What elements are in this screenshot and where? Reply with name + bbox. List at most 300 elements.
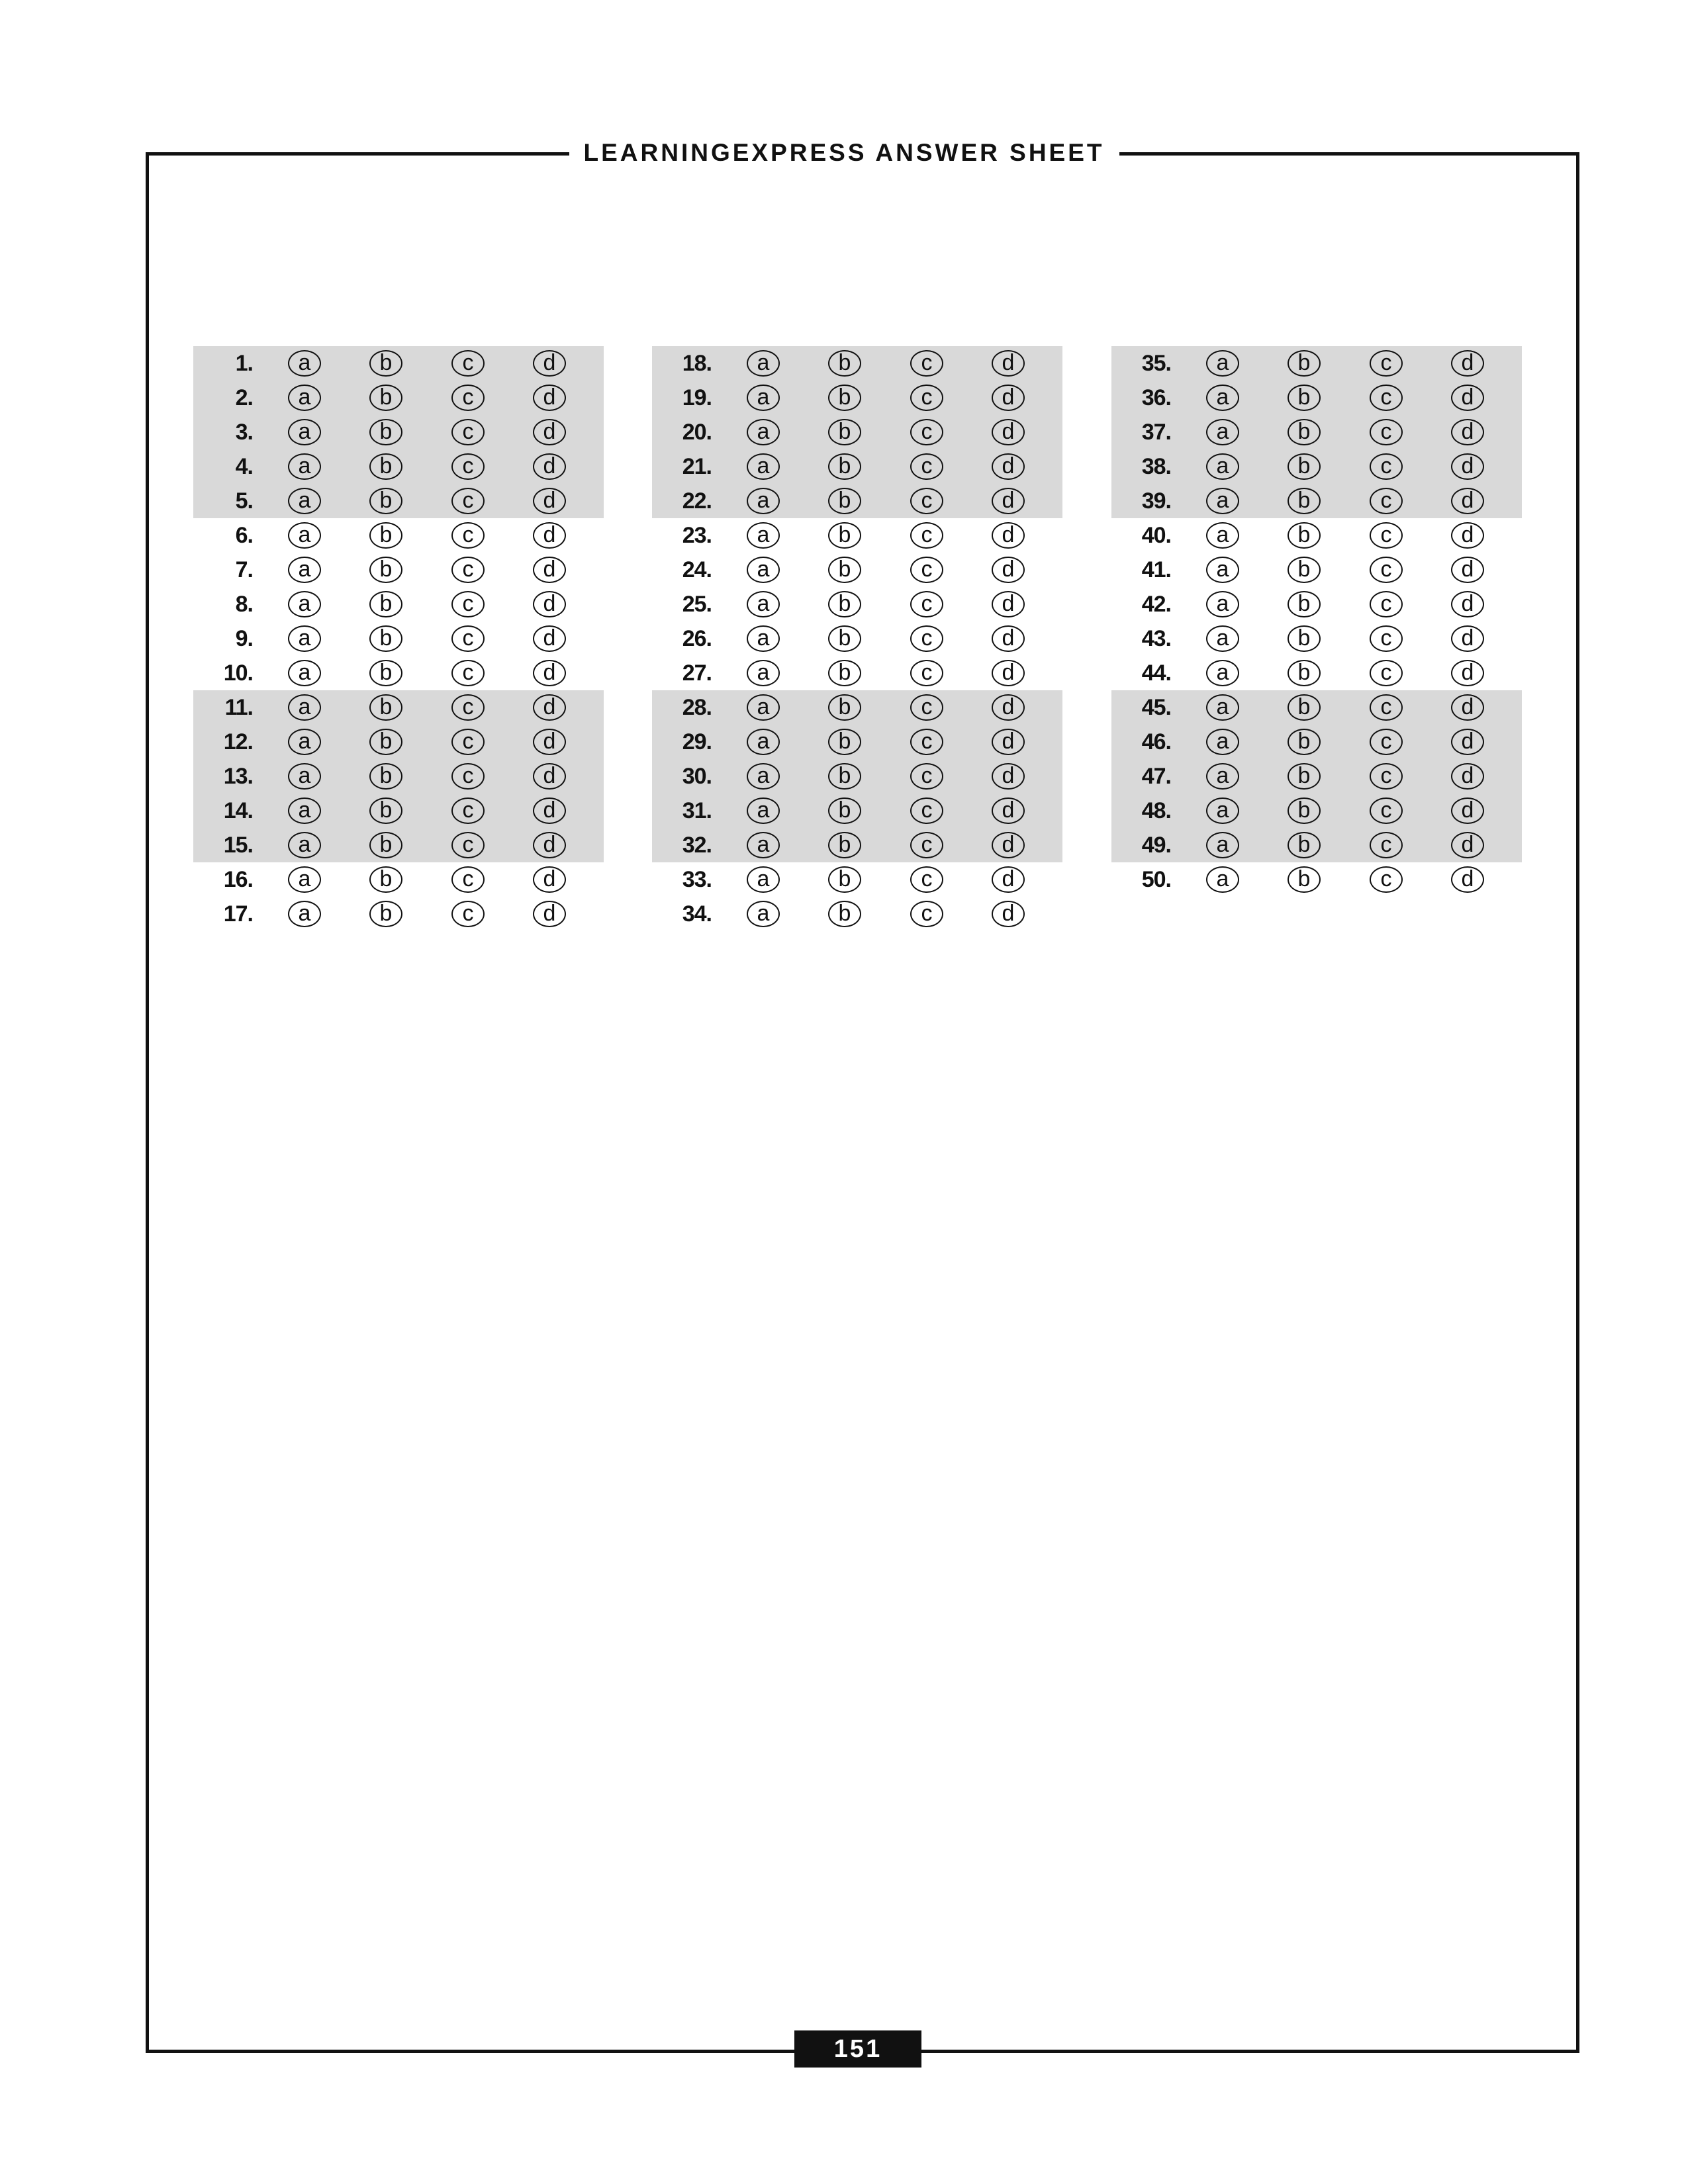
answer-bubble-d[interactable]: d xyxy=(992,522,1025,549)
question-row xyxy=(652,862,1062,897)
answer-bubble-b[interactable]: b xyxy=(1288,763,1321,790)
question-row xyxy=(1111,690,1522,725)
question-row xyxy=(652,656,1062,690)
answer-bubble-c[interactable]: c xyxy=(451,453,485,480)
answer-bubble-d[interactable]: d xyxy=(1451,832,1484,858)
answer-bubble-a[interactable]: a xyxy=(288,557,321,583)
question-number: 37. xyxy=(1141,420,1171,445)
answer-bubble-b[interactable]: b xyxy=(828,419,861,445)
question-row xyxy=(193,621,604,656)
question-row xyxy=(1111,415,1522,449)
answer-bubble-d[interactable]: d xyxy=(533,694,566,721)
answer-bubble-b[interactable]: b xyxy=(828,350,861,377)
answer-bubble-c[interactable]: c xyxy=(451,385,485,411)
answer-bubble-a[interactable]: a xyxy=(1206,419,1239,445)
answer-bubble-b[interactable]: b xyxy=(1288,453,1321,480)
answer-bubble-b[interactable]: b xyxy=(1288,832,1321,858)
question-number: 32. xyxy=(682,833,712,858)
question-number: 26. xyxy=(682,626,712,651)
answer-bubble-d[interactable]: d xyxy=(992,350,1025,377)
answer-bubble-d[interactable]: d xyxy=(533,901,566,927)
answer-bubble-d[interactable]: d xyxy=(1451,866,1484,893)
question-number: 47. xyxy=(1141,764,1171,789)
answer-bubble-b[interactable]: b xyxy=(369,729,402,755)
answer-bubble-d[interactable]: d xyxy=(1451,694,1484,721)
answer-bubble-d[interactable]: d xyxy=(533,591,566,617)
answer-bubble-d[interactable]: d xyxy=(533,385,566,411)
question-row xyxy=(193,346,604,381)
answer-bubble-a[interactable]: a xyxy=(288,901,321,927)
answer-bubble-a[interactable]: a xyxy=(288,522,321,549)
answer-column-3 xyxy=(1111,346,1522,897)
question-row xyxy=(1111,449,1522,484)
answer-bubble-d[interactable]: d xyxy=(533,797,566,824)
question-row xyxy=(1111,381,1522,415)
answer-bubble-a[interactable]: a xyxy=(288,832,321,858)
answer-bubble-b[interactable]: b xyxy=(828,694,861,721)
answer-bubble-c[interactable]: c xyxy=(910,832,943,858)
question-number: 42. xyxy=(1141,592,1171,617)
page-title: LEARNINGEXPRESS ANSWER SHEET xyxy=(569,136,1119,169)
answer-bubble-b[interactable]: b xyxy=(369,453,402,480)
answer-bubble-a[interactable]: a xyxy=(747,901,780,927)
question-number: 46. xyxy=(1141,729,1171,754)
question-number: 22. xyxy=(682,488,712,514)
answer-bubble-c[interactable]: c xyxy=(1370,729,1403,755)
question-row xyxy=(652,587,1062,621)
answer-bubble-a[interactable]: a xyxy=(1206,694,1239,721)
answer-bubble-d[interactable]: d xyxy=(992,763,1025,790)
answer-bubble-a[interactable]: a xyxy=(1206,660,1239,686)
question-row xyxy=(1111,553,1522,587)
question-row xyxy=(1111,759,1522,794)
answer-bubble-a[interactable]: a xyxy=(1206,557,1239,583)
answer-bubble-d[interactable]: d xyxy=(533,625,566,652)
answer-bubble-b[interactable]: b xyxy=(1288,591,1321,617)
answer-bubble-a[interactable]: a xyxy=(747,763,780,790)
question-number: 6. xyxy=(235,523,253,548)
answer-bubble-a[interactable]: a xyxy=(747,419,780,445)
answer-bubble-b[interactable]: b xyxy=(828,522,861,549)
answer-bubble-c[interactable]: c xyxy=(451,557,485,583)
question-row xyxy=(193,484,604,518)
question-row xyxy=(1111,828,1522,862)
answer-bubble-d[interactable]: d xyxy=(1451,488,1484,514)
answer-bubble-d[interactable]: d xyxy=(992,591,1025,617)
answer-bubble-c[interactable]: c xyxy=(451,660,485,686)
answer-bubble-b[interactable]: b xyxy=(369,797,402,824)
question-number: 2. xyxy=(235,385,253,410)
question-row xyxy=(193,553,604,587)
answer-bubble-b[interactable]: b xyxy=(369,522,402,549)
answer-bubble-b[interactable]: b xyxy=(828,763,861,790)
answer-bubble-d[interactable]: d xyxy=(1451,797,1484,824)
question-row xyxy=(1111,621,1522,656)
answer-bubble-c[interactable]: c xyxy=(451,763,485,790)
answer-bubble-b[interactable]: b xyxy=(828,453,861,480)
answer-bubble-d[interactable]: d xyxy=(533,660,566,686)
question-number: 34. xyxy=(682,901,712,927)
question-row xyxy=(193,656,604,690)
question-number: 3. xyxy=(235,420,253,445)
answer-bubble-b[interactable]: b xyxy=(1288,729,1321,755)
question-number: 12. xyxy=(223,729,253,754)
answer-bubble-b[interactable]: b xyxy=(369,763,402,790)
question-row xyxy=(652,484,1062,518)
question-number: 48. xyxy=(1141,798,1171,823)
answer-bubble-c[interactable]: c xyxy=(1370,488,1403,514)
question-row xyxy=(652,415,1062,449)
page-number: 151 xyxy=(794,2030,921,2068)
answer-bubble-a[interactable]: a xyxy=(747,591,780,617)
question-row xyxy=(193,828,604,862)
answer-bubble-c[interactable]: c xyxy=(451,729,485,755)
answer-bubble-b[interactable]: b xyxy=(1288,625,1321,652)
answer-bubble-a[interactable]: a xyxy=(1206,797,1239,824)
answer-bubble-a[interactable]: a xyxy=(1206,453,1239,480)
answer-bubble-c[interactable]: c xyxy=(910,901,943,927)
answer-bubble-c[interactable]: c xyxy=(910,694,943,721)
answer-bubble-a[interactable]: a xyxy=(288,797,321,824)
answer-bubble-a[interactable]: a xyxy=(288,625,321,652)
answer-bubble-a[interactable]: a xyxy=(288,453,321,480)
answer-bubble-b[interactable]: b xyxy=(1288,660,1321,686)
answer-bubble-c[interactable]: c xyxy=(1370,419,1403,445)
answer-bubble-d[interactable]: d xyxy=(992,901,1025,927)
answer-bubble-a[interactable]: a xyxy=(288,419,321,445)
answer-bubble-c[interactable]: c xyxy=(451,419,485,445)
question-number: 28. xyxy=(682,695,712,720)
question-row xyxy=(193,449,604,484)
question-number: 13. xyxy=(223,764,253,789)
answer-bubble-d[interactable]: d xyxy=(992,866,1025,893)
answer-bubble-b[interactable]: b xyxy=(1288,866,1321,893)
answer-bubble-c[interactable]: c xyxy=(1370,453,1403,480)
question-number: 30. xyxy=(682,764,712,789)
answer-bubble-c[interactable]: c xyxy=(910,453,943,480)
answer-bubble-b[interactable]: b xyxy=(828,901,861,927)
question-row xyxy=(652,553,1062,587)
answer-bubble-b[interactable]: b xyxy=(1288,419,1321,445)
answer-bubble-b[interactable]: b xyxy=(369,385,402,411)
question-row xyxy=(193,415,604,449)
answer-bubble-b[interactable]: b xyxy=(1288,522,1321,549)
answer-bubble-d[interactable]: d xyxy=(533,763,566,790)
answer-bubble-c[interactable]: c xyxy=(1370,591,1403,617)
answer-bubble-d[interactable]: d xyxy=(1451,591,1484,617)
answer-grid xyxy=(0,346,1688,942)
question-row xyxy=(193,381,604,415)
question-row xyxy=(652,828,1062,862)
answer-bubble-a[interactable]: a xyxy=(288,591,321,617)
question-number: 31. xyxy=(682,798,712,823)
answer-bubble-c[interactable]: c xyxy=(1370,522,1403,549)
answer-bubble-a[interactable]: a xyxy=(1206,763,1239,790)
question-row xyxy=(1111,862,1522,897)
answer-bubble-c[interactable]: c xyxy=(910,591,943,617)
question-number: 19. xyxy=(682,385,712,410)
question-number: 15. xyxy=(223,833,253,858)
question-number: 17. xyxy=(223,901,253,927)
question-number: 7. xyxy=(235,557,253,582)
answer-bubble-c[interactable]: c xyxy=(451,901,485,927)
question-number: 49. xyxy=(1141,833,1171,858)
answer-bubble-d[interactable]: d xyxy=(533,832,566,858)
answer-bubble-b[interactable]: b xyxy=(369,419,402,445)
answer-bubble-c[interactable]: c xyxy=(1370,797,1403,824)
answer-bubble-d[interactable]: d xyxy=(992,453,1025,480)
answer-bubble-b[interactable]: b xyxy=(828,832,861,858)
answer-bubble-a[interactable]: a xyxy=(1206,488,1239,514)
question-row xyxy=(193,862,604,897)
question-number: 39. xyxy=(1141,488,1171,514)
answer-bubble-b[interactable]: b xyxy=(1288,797,1321,824)
answer-bubble-b[interactable]: b xyxy=(1288,694,1321,721)
answer-bubble-a[interactable]: a xyxy=(747,625,780,652)
answer-bubble-c[interactable]: c xyxy=(451,522,485,549)
answer-bubble-d[interactable]: d xyxy=(1451,729,1484,755)
answer-bubble-a[interactable]: a xyxy=(1206,729,1239,755)
question-row xyxy=(652,381,1062,415)
answer-bubble-b[interactable]: b xyxy=(1288,557,1321,583)
answer-bubble-c[interactable]: c xyxy=(451,625,485,652)
answer-bubble-d[interactable]: d xyxy=(992,625,1025,652)
answer-bubble-b[interactable]: b xyxy=(828,591,861,617)
answer-bubble-c[interactable]: c xyxy=(910,488,943,514)
answer-bubble-b[interactable]: b xyxy=(369,832,402,858)
answer-bubble-d[interactable]: d xyxy=(533,866,566,893)
answer-bubble-b[interactable]: b xyxy=(828,625,861,652)
answer-bubble-c[interactable]: c xyxy=(1370,694,1403,721)
answer-bubble-c[interactable]: c xyxy=(451,832,485,858)
question-number: 29. xyxy=(682,729,712,754)
question-row xyxy=(193,725,604,759)
question-row xyxy=(193,518,604,553)
answer-bubble-b[interactable]: b xyxy=(369,901,402,927)
question-row xyxy=(652,690,1062,725)
answer-bubble-d[interactable]: d xyxy=(533,419,566,445)
question-row xyxy=(193,587,604,621)
answer-bubble-a[interactable]: a xyxy=(1206,866,1239,893)
answer-bubble-b[interactable]: b xyxy=(369,591,402,617)
answer-bubble-a[interactable]: a xyxy=(288,660,321,686)
answer-bubble-a[interactable]: a xyxy=(288,729,321,755)
question-row xyxy=(1111,587,1522,621)
answer-bubble-a[interactable]: a xyxy=(1206,625,1239,652)
answer-bubble-d[interactable]: d xyxy=(1451,625,1484,652)
answer-bubble-a[interactable]: a xyxy=(747,797,780,824)
answer-bubble-a[interactable]: a xyxy=(288,763,321,790)
question-row xyxy=(1111,725,1522,759)
answer-bubble-a[interactable]: a xyxy=(288,694,321,721)
answer-bubble-c[interactable]: c xyxy=(910,797,943,824)
answer-bubble-d[interactable]: d xyxy=(992,385,1025,411)
answer-bubble-a[interactable]: a xyxy=(747,350,780,377)
answer-bubble-a[interactable]: a xyxy=(747,660,780,686)
answer-bubble-d[interactable]: d xyxy=(992,488,1025,514)
answer-bubble-d[interactable]: d xyxy=(1451,557,1484,583)
question-number: 23. xyxy=(682,523,712,548)
answer-bubble-a[interactable]: a xyxy=(747,488,780,514)
question-number: 41. xyxy=(1141,557,1171,582)
question-row xyxy=(652,449,1062,484)
question-row xyxy=(1111,656,1522,690)
question-number: 21. xyxy=(682,454,712,479)
question-number: 36. xyxy=(1141,385,1171,410)
question-number: 50. xyxy=(1141,867,1171,892)
answer-bubble-c[interactable]: c xyxy=(1370,625,1403,652)
question-row xyxy=(193,759,604,794)
answer-bubble-a[interactable]: a xyxy=(1206,522,1239,549)
answer-bubble-c[interactable]: c xyxy=(910,522,943,549)
answer-bubble-d[interactable]: d xyxy=(992,797,1025,824)
answer-bubble-d[interactable]: d xyxy=(533,350,566,377)
answer-bubble-a[interactable]: a xyxy=(288,350,321,377)
answer-bubble-a[interactable]: a xyxy=(747,729,780,755)
answer-bubble-b[interactable]: b xyxy=(828,488,861,514)
answer-bubble-d[interactable]: d xyxy=(1451,660,1484,686)
answer-bubble-b[interactable]: b xyxy=(369,866,402,893)
question-number: 45. xyxy=(1141,695,1171,720)
answer-column-2 xyxy=(652,346,1062,931)
answer-bubble-c[interactable]: c xyxy=(910,557,943,583)
answer-bubble-c[interactable]: c xyxy=(1370,660,1403,686)
answer-bubble-a[interactable]: a xyxy=(747,522,780,549)
answer-bubble-c[interactable]: c xyxy=(451,591,485,617)
answer-bubble-b[interactable]: b xyxy=(369,350,402,377)
answer-bubble-d[interactable]: d xyxy=(1451,522,1484,549)
answer-bubble-c[interactable]: c xyxy=(451,488,485,514)
answer-bubble-a[interactable]: a xyxy=(747,385,780,411)
answer-bubble-c[interactable]: c xyxy=(1370,763,1403,790)
answer-bubble-a[interactable]: a xyxy=(747,832,780,858)
question-row xyxy=(652,518,1062,553)
answer-bubble-d[interactable]: d xyxy=(992,694,1025,721)
question-row xyxy=(193,794,604,828)
answer-bubble-d[interactable]: d xyxy=(1451,419,1484,445)
answer-bubble-c[interactable]: c xyxy=(910,866,943,893)
question-number: 38. xyxy=(1141,454,1171,479)
question-number: 8. xyxy=(235,592,253,617)
answer-bubble-d[interactable]: d xyxy=(533,488,566,514)
answer-bubble-d[interactable]: d xyxy=(992,660,1025,686)
answer-bubble-b[interactable]: b xyxy=(828,797,861,824)
answer-bubble-b[interactable]: b xyxy=(369,694,402,721)
question-row xyxy=(1111,518,1522,553)
answer-bubble-b[interactable]: b xyxy=(828,866,861,893)
answer-bubble-c[interactable]: c xyxy=(451,350,485,377)
question-number: 25. xyxy=(682,592,712,617)
answer-bubble-b[interactable]: b xyxy=(828,557,861,583)
answer-bubble-b[interactable]: b xyxy=(369,557,402,583)
answer-bubble-d[interactable]: d xyxy=(992,729,1025,755)
question-number: 20. xyxy=(682,420,712,445)
question-row xyxy=(652,759,1062,794)
answer-bubble-b[interactable]: b xyxy=(1288,350,1321,377)
answer-bubble-b[interactable]: b xyxy=(369,660,402,686)
question-row xyxy=(1111,346,1522,381)
answer-bubble-c[interactable]: c xyxy=(1370,350,1403,377)
answer-bubble-a[interactable]: a xyxy=(288,385,321,411)
question-row xyxy=(193,897,604,931)
question-number: 24. xyxy=(682,557,712,582)
answer-bubble-c[interactable]: c xyxy=(1370,832,1403,858)
question-row xyxy=(193,690,604,725)
answer-bubble-a[interactable]: a xyxy=(747,694,780,721)
question-number: 5. xyxy=(235,488,253,514)
question-number: 43. xyxy=(1141,626,1171,651)
question-number: 4. xyxy=(235,454,253,479)
answer-bubble-d[interactable]: d xyxy=(992,832,1025,858)
answer-bubble-a[interactable]: a xyxy=(1206,385,1239,411)
question-number: 11. xyxy=(224,695,253,720)
answer-bubble-b[interactable]: b xyxy=(1288,488,1321,514)
question-row xyxy=(652,794,1062,828)
answer-bubble-a[interactable]: a xyxy=(1206,832,1239,858)
answer-bubble-a[interactable]: a xyxy=(747,557,780,583)
answer-bubble-c[interactable]: c xyxy=(910,729,943,755)
answer-bubble-d[interactable]: d xyxy=(1451,385,1484,411)
answer-bubble-c[interactable]: c xyxy=(910,419,943,445)
answer-bubble-c[interactable]: c xyxy=(910,350,943,377)
answer-bubble-b[interactable]: b xyxy=(828,385,861,411)
answer-bubble-b[interactable]: b xyxy=(1288,385,1321,411)
answer-bubble-d[interactable]: d xyxy=(992,419,1025,445)
answer-bubble-d[interactable]: d xyxy=(533,557,566,583)
answer-bubble-d[interactable]: d xyxy=(1451,350,1484,377)
answer-bubble-c[interactable]: c xyxy=(910,625,943,652)
answer-bubble-d[interactable]: d xyxy=(533,522,566,549)
answer-bubble-a[interactable]: a xyxy=(747,453,780,480)
answer-bubble-b[interactable]: b xyxy=(369,488,402,514)
answer-bubble-b[interactable]: b xyxy=(828,729,861,755)
question-row xyxy=(1111,794,1522,828)
answer-bubble-b[interactable]: b xyxy=(828,660,861,686)
answer-bubble-b[interactable]: b xyxy=(369,625,402,652)
question-number: 14. xyxy=(223,798,253,823)
answer-bubble-a[interactable]: a xyxy=(1206,591,1239,617)
question-number: 40. xyxy=(1141,523,1171,548)
answer-bubble-d[interactable]: d xyxy=(1451,763,1484,790)
answer-bubble-a[interactable]: a xyxy=(288,866,321,893)
answer-bubble-c[interactable]: c xyxy=(451,797,485,824)
question-row xyxy=(652,725,1062,759)
question-row xyxy=(652,621,1062,656)
answer-bubble-d[interactable]: d xyxy=(533,453,566,480)
answer-bubble-a[interactable]: a xyxy=(1206,350,1239,377)
answer-bubble-a[interactable]: a xyxy=(747,866,780,893)
answer-bubble-a[interactable]: a xyxy=(288,488,321,514)
answer-bubble-d[interactable]: d xyxy=(992,557,1025,583)
answer-column-1 xyxy=(193,346,604,931)
answer-bubble-c[interactable]: c xyxy=(910,660,943,686)
answer-bubble-c[interactable]: c xyxy=(910,763,943,790)
question-number: 27. xyxy=(682,660,712,686)
answer-bubble-c[interactable]: c xyxy=(451,866,485,893)
answer-bubble-d[interactable]: d xyxy=(533,729,566,755)
answer-bubble-c[interactable]: c xyxy=(1370,385,1403,411)
question-number: 16. xyxy=(223,867,253,892)
question-number: 9. xyxy=(235,626,253,651)
question-number: 44. xyxy=(1141,660,1171,686)
question-row xyxy=(652,346,1062,381)
answer-bubble-c[interactable]: c xyxy=(1370,866,1403,893)
question-number: 33. xyxy=(682,867,712,892)
answer-bubble-c[interactable]: c xyxy=(910,385,943,411)
answer-bubble-c[interactable]: c xyxy=(1370,557,1403,583)
answer-bubble-c[interactable]: c xyxy=(451,694,485,721)
answer-bubble-d[interactable]: d xyxy=(1451,453,1484,480)
